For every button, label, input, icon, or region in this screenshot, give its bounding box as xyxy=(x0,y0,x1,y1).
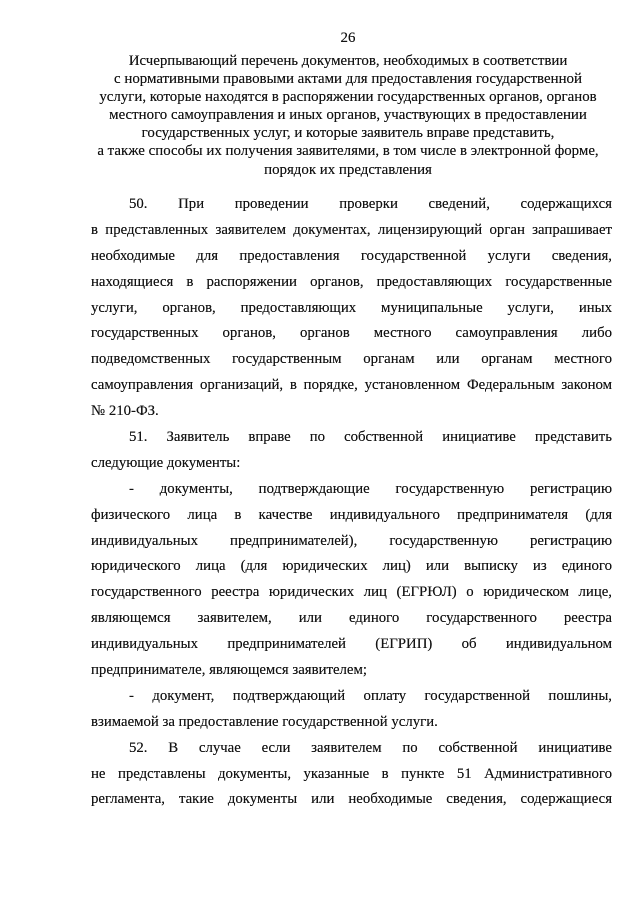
list-item-line: предпринимателе, являющемся заявителем; xyxy=(91,662,367,679)
list-item-line: - документы, подтверждающие государственную регистрацию xyxy=(129,480,612,497)
list-item-registration-documents xyxy=(91,477,612,684)
section-heading-line: государственных услуг, и которые заявитель вправе представить, xyxy=(141,125,555,142)
list-item-state-fee-document xyxy=(91,684,612,736)
paragraph-50-line: № 210-ФЗ. xyxy=(91,403,159,420)
paragraph-50-line: 50. При проведении проверки сведений, содержащихся xyxy=(129,196,612,212)
paragraph-52-line: не представлены документы, указанные в пункте 51 Административного xyxy=(91,765,612,782)
paragraph-50-line: в представленных заявителем документах, лицензирующий орган запрашивает xyxy=(91,221,612,238)
paragraph-50-line: находящиеся в распоряжении органов, предоставляющих государственные xyxy=(91,273,612,290)
list-item-line: физического лица в качестве индивидуального предпринимателя (для xyxy=(91,506,612,523)
paragraph-52-line: 52. В случае если заявителем по собственной инициативе xyxy=(129,739,612,756)
paragraph-51-line: следующие документы: xyxy=(91,454,241,471)
page-number: 26 xyxy=(340,30,356,46)
paragraph-51 xyxy=(91,425,612,477)
paragraph-50 xyxy=(91,192,612,425)
paragraph-51-line: 51. Заявитель вправе по собственной инициативе представить xyxy=(129,429,612,446)
section-heading-line: местного самоуправления и иных органов, участвующих в предоставлении xyxy=(109,107,587,124)
list-item-line: взимаемой за предоставление государственной услуги. xyxy=(91,713,438,730)
section-heading-line: услуги, которые находятся в распоряжении государственных органов, органов xyxy=(99,88,597,105)
section-heading-line: с нормативными правовыми актами для предоставления государственной xyxy=(114,70,582,87)
section-heading xyxy=(68,52,628,179)
paragraph-50-line: необходимые для предоставления государственной услуги сведения, xyxy=(91,247,612,264)
document-body xyxy=(91,192,612,813)
paragraph-50-line: самоуправления организаций, в порядке, установленном Федеральным законом xyxy=(91,377,612,394)
list-item-line: индивидуальных предпринимателей), государственную регистрацию xyxy=(91,532,612,549)
section-heading-line: а также способы их получения заявителями, в том числе в электронной форме, xyxy=(97,143,599,160)
section-heading-line: порядок их представления xyxy=(264,161,432,178)
paragraph-52-line: регламента, такие документы или необходимые сведения, содержащиеся xyxy=(91,791,612,808)
list-item-line: индивидуальных предпринимателей (ЕГРИП) об индивидуальном xyxy=(91,636,612,653)
paragraph-50-line: подведомственных государственным органам или органам местного xyxy=(91,351,612,368)
section-heading-line: Исчерпывающий перечень документов, необходимых в соответствии xyxy=(128,52,568,69)
list-item-line: юридического лица (для юридических лиц) или выписку из единого xyxy=(91,558,612,575)
paragraph-52 xyxy=(91,736,612,814)
list-item-line: - документ, подтверждающий оплату государственной пошлины, xyxy=(129,687,612,704)
list-item-line: являющемся заявителем, или единого государственного реестра xyxy=(91,610,612,627)
paragraph-50-line: государственных органов, органов местного самоуправления либо xyxy=(91,325,612,342)
paragraph-50-line: услуги, органов, предоставляющих муниципальные услуги, иных xyxy=(91,299,612,316)
list-item-line: государственного реестра юридических лиц (ЕГРЮЛ) о юридическом лице, xyxy=(91,584,612,601)
